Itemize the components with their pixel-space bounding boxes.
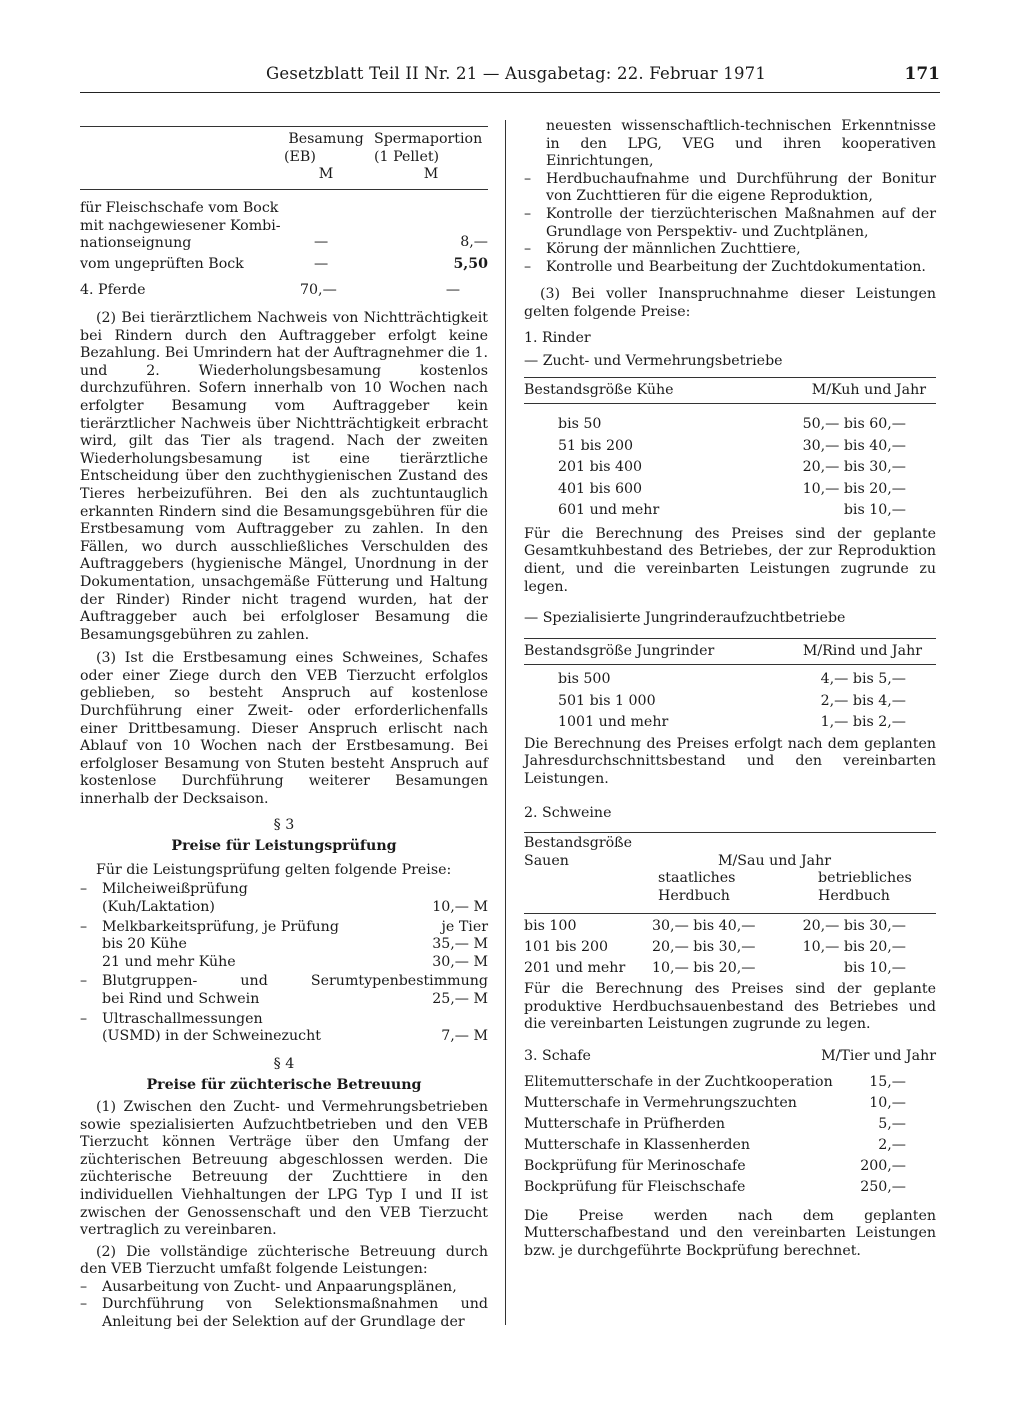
section-4-paragraph-2: (2) Die vollständige züchterische Betreuung durch den VEB Tierzucht umfaßt folgende Leistungen: bbox=[80, 1243, 488, 1278]
column-divider bbox=[505, 120, 506, 1325]
table-cell: 2,— bis 4,— bbox=[820, 692, 906, 709]
item-label: 21 und mehr Kühe bbox=[102, 953, 236, 970]
header-title: Gesetzblatt Teil II Nr. 21 — Ausgabetag: 22. Februar 1971 bbox=[266, 64, 767, 83]
table-row bbox=[524, 502, 936, 524]
paragraph-3-right: (3) Bei voller Inanspruchnahme dieser Leistungen gelten folgende Preise: bbox=[524, 286, 936, 320]
table-cell: 200,— bbox=[860, 1157, 906, 1174]
list-item bbox=[80, 1011, 488, 1046]
item-price: 10,— M bbox=[432, 899, 488, 915]
col-header-besamung: Besamung bbox=[288, 131, 364, 147]
col-header: Bestandsgröße bbox=[524, 835, 633, 852]
list-item bbox=[524, 206, 936, 241]
table-cell: 20,— bis 30,— bbox=[802, 918, 906, 935]
table-rule bbox=[524, 913, 936, 914]
left-column bbox=[80, 118, 488, 1332]
item-text: Herdbuchaufnahme und Durchführung der Bonitur von Zuchttieren für die eigene Reproduktion, bbox=[546, 170, 936, 205]
table-row bbox=[524, 1158, 936, 1179]
col-header: staatliches bbox=[658, 870, 736, 887]
col-header: M/Sau und Jahr bbox=[718, 853, 832, 870]
item-text: Kontrolle und Bearbeitung der Zuchtdokumentation. bbox=[546, 258, 926, 275]
table-body bbox=[524, 671, 936, 736]
list-item bbox=[524, 171, 936, 206]
table-header bbox=[524, 378, 936, 402]
table-cell: 501 bis 1 000 bbox=[558, 692, 656, 709]
table-header bbox=[524, 639, 936, 663]
col-header: Bestandsgröße Jungrinder bbox=[524, 642, 715, 659]
dash-marker: – bbox=[80, 973, 88, 990]
table-cell: bis 10,— bbox=[843, 502, 906, 519]
table-row bbox=[524, 1137, 936, 1158]
table-row bbox=[524, 1116, 936, 1137]
table-top-rule bbox=[80, 126, 488, 127]
dash-marker: – bbox=[80, 1296, 88, 1313]
note-schweine: Für die Berechnung des Preises sind der geplante produktive Herdbuchsauenbestand des Betriebes und die vereinbarten Leistungen zugrunde zu legen. bbox=[524, 981, 936, 1033]
table-row bbox=[80, 256, 488, 280]
item-label: bis 20 Kühe bbox=[102, 936, 187, 953]
item-label: (USMD) in der Schweinezucht bbox=[102, 1028, 321, 1045]
list-item bbox=[80, 881, 488, 916]
section-4-number: § 4 bbox=[273, 1055, 295, 1072]
page-number: 171 bbox=[904, 64, 940, 84]
table-cell: Elitemutterschafe in der Zuchtkooperation bbox=[524, 1073, 833, 1090]
item-label: Melkbarkeitsprüfung, je Prüfung bbox=[102, 918, 339, 935]
dash-marker: – bbox=[524, 170, 532, 187]
table-cell: Mutterschafe in Vermehrungszuchten bbox=[524, 1094, 797, 1111]
list-item bbox=[524, 259, 936, 277]
row-label: mit nachgewiesener Kombi- bbox=[80, 217, 281, 234]
table-cell: 15,— bbox=[869, 1073, 906, 1090]
table-cell: bis 10,— bbox=[843, 960, 906, 977]
dash-marker: – bbox=[80, 881, 88, 898]
subheading-zucht: — Zucht- und Vermehrungsbetriebe bbox=[524, 353, 783, 370]
item-text: Körung der männlichen Zuchttiere, bbox=[546, 241, 801, 258]
table-cell: 401 bis 600 bbox=[558, 480, 643, 497]
table-body bbox=[524, 918, 936, 981]
table-row bbox=[524, 459, 936, 481]
row-label: für Fleischschafe vom Bock bbox=[80, 200, 279, 216]
table-row bbox=[80, 200, 488, 254]
table-row bbox=[524, 1095, 936, 1116]
col-header: Herdbuch bbox=[818, 888, 890, 905]
table-rule bbox=[524, 664, 936, 665]
table-cell: Mutterschafe in Klassenherden bbox=[524, 1136, 751, 1153]
row-value-eb: — bbox=[314, 256, 329, 272]
table-cell: 30,— bis 40,— bbox=[802, 437, 906, 454]
list-item bbox=[80, 1296, 488, 1331]
col-header: betriebliches bbox=[818, 870, 912, 887]
item-text: Ausarbeitung von Zucht- und Anpaarungsplänen, bbox=[102, 1278, 457, 1295]
table-header-rule bbox=[80, 189, 488, 190]
paragraph-2: (2) Bei tierärztlichem Nachweis von Nichtträchtigkeit bei Rindern durch den Auftraggeber erfolgt keine Bezahlung. Bei Umrindern hat der Auftragnehmer die 1. und 2. Wiederholungsbesamung kostenlos durchzuführen. Sofern innerhalb von 10 Wochen nach erfolgter Besamung vom Auftraggeber kein tierärztlicher Nachweis über Nichtträchtigkeit erbracht wird, gilt das Tier als tragend. Nach der zweiten Wiederholungsbesamung ist eine tierärztliche Entscheidung über den zuchthygienischen Zustand des Tieres herbeizuführen. Bei den als zuchtuntauglich erkannten Rindern sind die Besamungsgebühren für die Erstbesamung vom Auftraggeber zu zahlen. In den Fällen, wo durch ausschließliches Verschulden des Auftraggebers (hygienische Mängel, Unordnung in der Dokumentation, unsachgemäße Fütterung und Haltung der Rinder) Rinder nicht tragend wurden, hat der Auftraggeber auch bei erfolgloser Besamung die Besamungsgebühren zu zahlen. bbox=[80, 310, 488, 643]
row-value-eb: — bbox=[314, 234, 329, 250]
section-4-title: Preise für züchterische Betreuung bbox=[146, 1077, 422, 1094]
item-label: Milcheiweißprüfung bbox=[102, 881, 248, 898]
dash-marker: – bbox=[524, 241, 532, 258]
list-item bbox=[80, 973, 488, 1008]
table-cell: 20,— bis 30,— bbox=[652, 939, 756, 956]
table-row bbox=[524, 1074, 936, 1095]
table-cell: 601 und mehr bbox=[558, 502, 660, 519]
col-header-eb: (EB) bbox=[284, 148, 316, 165]
table-row bbox=[524, 1179, 936, 1200]
note-jungrinder: Die Berechnung des Preises erfolgt nach dem geplanten Jahresdurchschnittsbestand und den vereinbarten Leistungen. bbox=[524, 735, 936, 788]
table-row bbox=[524, 960, 936, 981]
table-row bbox=[524, 918, 936, 939]
item-price: 25,— M bbox=[432, 990, 488, 1007]
col-header: Bestandsgröße Kühe bbox=[524, 381, 674, 398]
table-cell: 2,— bbox=[878, 1136, 906, 1153]
item-label: Ultraschallmessungen bbox=[102, 1010, 263, 1027]
table-cell: 201 bis 400 bbox=[558, 459, 643, 476]
table-cell: 201 und mehr bbox=[524, 960, 626, 977]
table-cell: 1,— bis 2,— bbox=[820, 714, 906, 731]
table-cell: 4,— bis 5,— bbox=[820, 671, 906, 688]
table-header bbox=[524, 833, 936, 909]
table-cell: bis 100 bbox=[524, 918, 577, 935]
col-header: M/Rind und Jahr bbox=[802, 642, 922, 659]
dash-marker: – bbox=[524, 258, 532, 275]
heading-schafe: 3. Schafe bbox=[524, 1048, 591, 1065]
col-header: Herdbuch bbox=[658, 888, 730, 905]
table-row bbox=[524, 714, 936, 736]
table-row bbox=[524, 481, 936, 503]
heading-rinder: 1. Rinder bbox=[524, 329, 591, 346]
heading-schweine: 2. Schweine bbox=[524, 804, 612, 821]
list-item bbox=[524, 241, 936, 259]
item-unit: je Tier bbox=[441, 918, 488, 935]
paragraph-3: (3) Ist die Erstbesamung eines Schweines, Schafes oder einer Ziege durch den VEB Tierzucht erfolglos geblieben, so besteht Anspruch auf kostenlose Durchführung einer Zweit- oder erforderlichenfalls einer Drittbesamung. Dieser Anspruch erlischt nach Ablauf von 10 Wochen nach der Erstbesamung. Bei erfolgloser Besamung von Stuten besteht Anspruch auf kostenlose Durchführung weiterer Besamungen innerhalb der Decksaison. bbox=[80, 650, 488, 808]
table-cell: bis 50 bbox=[558, 416, 602, 433]
schafe-header bbox=[524, 1048, 936, 1066]
subheading-jungrinder: — Spezialisierte Jungrinderaufzuchtbetriebe bbox=[524, 610, 846, 627]
col-header: M/Kuh und Jahr bbox=[811, 381, 926, 398]
row-value-eb: 70,— bbox=[300, 282, 337, 298]
table-cell: Mutterschafe in Prüfherden bbox=[524, 1115, 726, 1132]
table-cell: 10,— bis 20,— bbox=[802, 480, 906, 497]
col-header-pellet: (1 Pellet) bbox=[374, 148, 440, 165]
schafe-unit: M/Tier und Jahr bbox=[821, 1048, 936, 1065]
table-row bbox=[524, 693, 936, 715]
table-row bbox=[524, 416, 936, 438]
dash-marker: – bbox=[80, 1278, 88, 1295]
col-header-spermaportion: Spermaportion bbox=[374, 131, 483, 147]
item-label: Blutgruppen- und Serumtypenbestimmung bbox=[102, 973, 488, 990]
row-label: vom ungeprüften Bock bbox=[80, 256, 244, 272]
table-header bbox=[80, 131, 488, 185]
table-cell: 5,— bbox=[878, 1115, 906, 1132]
item-text: Kontrolle der tierzüchterischen Maßnahmen auf der Grundlage von Perspektiv- und Zuchtplänen, bbox=[546, 205, 936, 240]
item-price: 30,— M bbox=[432, 953, 488, 970]
table-body bbox=[524, 416, 936, 524]
table-body bbox=[80, 200, 488, 304]
table-cell: 10,— bbox=[869, 1094, 906, 1111]
section-3-number: § 3 bbox=[273, 816, 295, 833]
table-cell: 101 bis 200 bbox=[524, 939, 609, 956]
table-cell: 50,— bis 60,— bbox=[802, 416, 906, 433]
dash-marker: – bbox=[80, 918, 88, 935]
dash-marker: – bbox=[524, 205, 532, 222]
list-item bbox=[80, 919, 488, 972]
dash-marker: – bbox=[80, 1010, 88, 1027]
item-price: 7,— M bbox=[441, 1028, 488, 1045]
section-4-paragraph-1: (1) Zwischen den Zucht- und Vermehrungsbetrieben sowie spezialisierten Aufzuchtbetrieben und den VEB Tierzucht können Verträge über den Umfang der züchterischen Betreuung abgeschlossen werden. Die züchterische Betreuung der Zuchttiere in den individuellen Viehhaltungen der LPG Typ I und II ist zwischen der Genossenschaft und den VEB Tierzucht vertraglich zu vereinbaren. bbox=[80, 1098, 488, 1239]
table-rule bbox=[524, 403, 936, 404]
row-value-pellet: 5,50 bbox=[453, 256, 488, 272]
table-row bbox=[524, 671, 936, 693]
right-column bbox=[524, 118, 936, 1260]
table-cell: bis 500 bbox=[558, 671, 611, 688]
table-cell: 10,— bis 20,— bbox=[652, 960, 756, 977]
table-cell: 10,— bis 20,— bbox=[802, 939, 906, 956]
table-row bbox=[80, 282, 488, 304]
row-value-pellet: 8,— bbox=[460, 234, 488, 250]
row-value-pellet: — bbox=[445, 282, 460, 298]
item-label: bei Rind und Schwein bbox=[102, 990, 260, 1007]
page-header bbox=[80, 64, 940, 94]
note-rinder: Für die Berechnung des Preises sind der geplante Gesamtkuhbestand des Betriebes, der zur Reproduktion dient, und die vereinbarten Leistungen zugrunde zu legen. bbox=[524, 525, 936, 595]
col-header-unit: M bbox=[318, 166, 334, 182]
item-text: Durchführung von Selektionsmaßnahmen und Anleitung bei der Selektion auf der Grundlage der bbox=[102, 1296, 488, 1331]
table-cell: 30,— bis 40,— bbox=[652, 918, 756, 935]
header-rule bbox=[80, 92, 940, 93]
item-price: 35,— M bbox=[432, 936, 488, 953]
table-cell: Bockprüfung für Fleischschafe bbox=[524, 1178, 746, 1195]
table-row bbox=[524, 939, 936, 960]
table-cell: 250,— bbox=[860, 1178, 906, 1195]
row-label: 4. Pferde bbox=[80, 282, 146, 298]
table-cell: 20,— bis 30,— bbox=[802, 459, 906, 476]
section-3-intro: Für die Leistungsprüfung gelten folgende Preise: bbox=[96, 861, 452, 878]
col-header-unit-2: M bbox=[423, 166, 439, 182]
section-3-title: Preise für Leistungsprüfung bbox=[171, 838, 397, 855]
col-header: Sauen bbox=[524, 853, 569, 870]
item-label: (Kuh/Laktation) bbox=[102, 899, 215, 915]
list-item bbox=[80, 1279, 488, 1297]
table-cell: 1001 und mehr bbox=[558, 714, 669, 731]
note-schafe: Die Preise werden nach dem geplanten Mutterschafbestand und den vereinbarten Leistungen bzw. je durchgeführte Bockprüfung berechnet. bbox=[524, 1207, 936, 1259]
table-body bbox=[524, 1074, 936, 1200]
table-row bbox=[524, 438, 936, 460]
table-cell: Bockprüfung für Merinoschafe bbox=[524, 1157, 746, 1174]
continued-list-text: neuesten wissenschaftlich-technischen Erkenntnisse in den LPG, VEG und ihren kooperativen Einrichtungen, bbox=[546, 118, 936, 170]
row-label: nationseignung bbox=[80, 235, 192, 252]
table-cell: 51 bis 200 bbox=[558, 437, 634, 454]
